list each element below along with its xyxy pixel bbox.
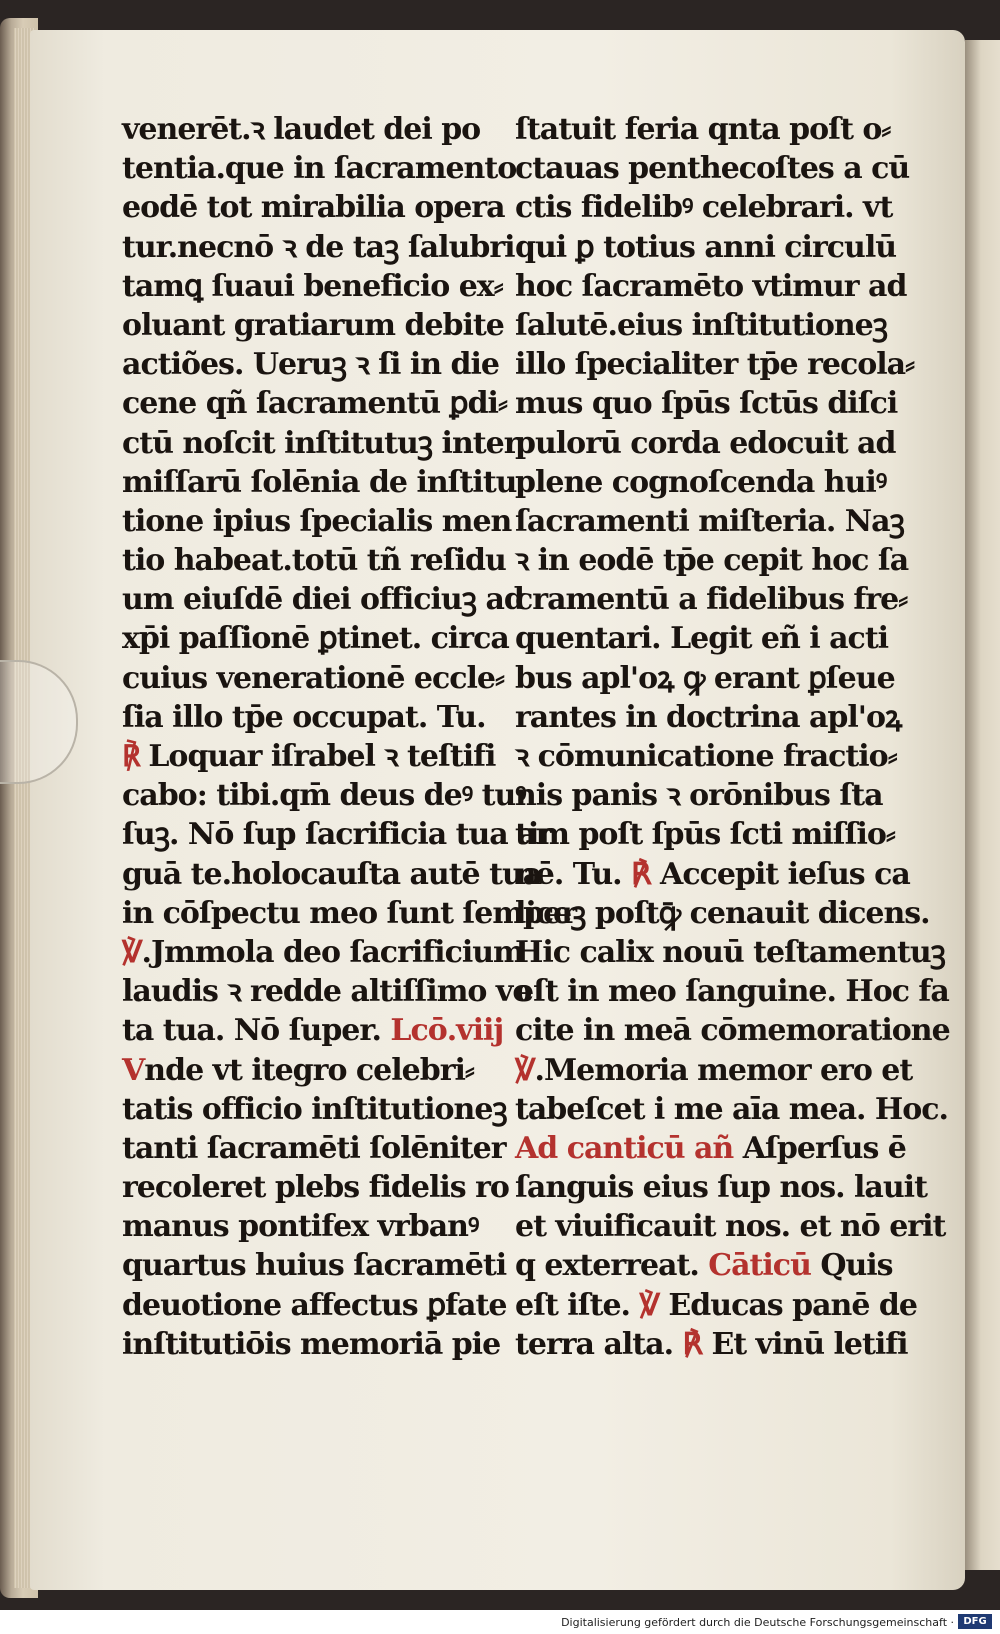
rubric-text: Cāticū (708, 1248, 811, 1284)
text-line (122, 541, 506, 580)
body-text: Et vinū letifi (702, 1326, 908, 1362)
text-line (515, 1325, 908, 1364)
rubric-text: ℣ (639, 1287, 659, 1323)
text-line (515, 698, 902, 737)
body-text: Educas panē de (658, 1287, 917, 1323)
body-text: cabo: tibi.qm̄ deus deꝰ tuꝰ (122, 778, 526, 814)
body-text: plene cognoſcenda huiꝰ (515, 464, 887, 500)
body-text: manus pontifex vrbanꝰ (122, 1209, 479, 1245)
text-line (122, 1246, 507, 1285)
body-text: cene qñ ſacramentū ꝑdi⸗ (122, 386, 507, 422)
body-text: guā te.holocauſta autē tua (122, 856, 542, 892)
body-text: recoleret plebs fidelis ro (122, 1170, 509, 1206)
body-text: quartus huius ſacramēti (122, 1248, 507, 1284)
body-text: .Jmmola deo ſacrificium (141, 934, 524, 970)
rubric-text: Lcō.viij (390, 1013, 504, 1049)
body-text: eſt in meo ſanguine. Hoc fa (515, 974, 949, 1010)
text-line (515, 502, 904, 541)
body-text: ctū noſcit inſtitutuꝫ inter (122, 425, 519, 461)
body-text: hoc ſacramēto vtimur ad (515, 268, 907, 304)
body-text: cuius venerationē eccle⸗ (122, 660, 504, 696)
text-line (515, 110, 895, 149)
text-line (515, 659, 895, 698)
text-line (122, 737, 502, 776)
rubric-text: ℟ (682, 1326, 702, 1362)
text-line (122, 933, 524, 972)
body-text: eſt iſte. (515, 1287, 640, 1323)
body-text: illo ſpecialiter tp̄e recola⸗ (515, 347, 915, 383)
text-line (122, 188, 505, 227)
body-text: inſtitutiōis memoriā pie (122, 1326, 501, 1362)
text-line (122, 384, 507, 423)
text-line (122, 972, 532, 1011)
rubric-text: ℣ (515, 1052, 535, 1088)
text-line (515, 345, 915, 384)
text-line (122, 1168, 509, 1207)
text-line (515, 815, 895, 854)
text-line (122, 698, 502, 737)
text-line (515, 267, 907, 306)
body-text: Aſperſus ē (733, 1130, 906, 1166)
text-line (122, 580, 524, 619)
text-line (122, 267, 502, 306)
text-line (122, 228, 515, 267)
body-text: in cōſpectu meo ſunt ſemper (122, 895, 576, 931)
text-line (515, 384, 898, 423)
body-text: liceꝫ poſtꝙ̄ cenauit dicens. (515, 895, 930, 931)
body-text: deuotione affectus ꝑfate (122, 1287, 507, 1323)
text-line (122, 502, 512, 541)
body-text: ctis fidelibꝰ celebrari. vt (515, 190, 893, 226)
body-text: terra alta. (515, 1326, 683, 1362)
body-text: qui ꝑ totius anni circulū (515, 229, 897, 265)
body-text: ſia illo tp̄e occupat. Tu. (122, 699, 486, 735)
text-line (515, 972, 949, 1011)
text-line (515, 580, 908, 619)
body-text: ſuꝫ. Nō ſup ſacrificia tua ar (122, 817, 551, 853)
body-text: bus apl'oꝝ ꝙ erant ꝑſeue (515, 660, 895, 696)
body-text: ſalutē.eius inſtitutioneꝫ (515, 307, 888, 343)
body-text: nē. Tu. (515, 856, 632, 892)
text-line (515, 463, 895, 502)
text-line (122, 463, 517, 502)
body-text: tur.necnō ꝛ de taꝫ ſalubri (122, 229, 515, 265)
text-line (515, 228, 895, 267)
body-text: Loquar iſrabel ꝛ teſtifi (138, 739, 496, 774)
body-text: tabeſcet i me aīa mea. Hoc. (515, 1091, 948, 1127)
body-text: nde vt itegro celebri⸗ (144, 1052, 474, 1088)
text-line (515, 541, 909, 580)
text-line (515, 306, 895, 345)
rubric-text: V (122, 1052, 145, 1088)
text-line (122, 1011, 502, 1050)
body-text: quentari. Legit eñ i acti (515, 621, 889, 657)
body-text: tamꝗ ſuaui beneficio ex⸗ (122, 268, 503, 304)
body-text: ctauas penthecoſtes a cū (515, 151, 910, 187)
body-text: tio habeat.totū tñ reſidu (122, 543, 506, 579)
body-text: laudis ꝛ redde altiſſimo vo (122, 974, 532, 1010)
text-line (515, 1090, 948, 1129)
body-text: et viuificauit nos. et nō erit (515, 1209, 946, 1245)
body-text: venerēt.ꝛ laudet dei po (122, 112, 481, 147)
body-text: pulorū corda edocuit ad (515, 425, 896, 461)
text-line (122, 659, 502, 698)
body-text: tione ipius ſpecialis men (122, 503, 512, 539)
text-line (122, 1325, 502, 1364)
text-line (122, 306, 502, 345)
body-text: ſanguis eius ſup nos. lauit (515, 1170, 927, 1206)
body-text: ꝛ in eodē tp̄e cepit hoc ſa (515, 543, 909, 579)
text-line (122, 424, 519, 463)
text-line (122, 855, 542, 894)
body-text: .Memoria memor ero et (534, 1052, 913, 1088)
body-text: nis panis ꝛ orōnibus ſta (515, 778, 883, 814)
body-text: um eiuſdē diei officiuꝫ ad (122, 582, 524, 618)
text-line (122, 1286, 507, 1325)
text-line (515, 1011, 950, 1050)
text-line (515, 424, 895, 463)
text-line (515, 188, 895, 227)
text-line (515, 737, 895, 776)
text-line (122, 1207, 502, 1246)
body-text: mus quo ſpūs ſctūs diſci (515, 386, 898, 422)
dfg-logo: DFG (958, 1614, 992, 1629)
text-column-right (515, 110, 950, 1364)
text-line (122, 1051, 502, 1090)
text-line (122, 815, 551, 854)
text-line (122, 1129, 506, 1168)
body-text: tanti ſacramēti ſolēniter (122, 1130, 506, 1166)
text-line (515, 1051, 913, 1090)
body-text: miſſarū ſolēnia de inſtitu (122, 464, 517, 500)
text-line (122, 619, 509, 658)
body-text: eodē tot mirabilia opera (122, 190, 505, 226)
body-text: cite in meā cōmemoratione (515, 1013, 950, 1049)
body-text: tim poſt ſpūs ſcti miſſio⸗ (515, 817, 895, 853)
body-text: oluant gratiarum debite (122, 307, 504, 343)
text-line (515, 1168, 927, 1207)
text-line (515, 933, 945, 972)
body-text: tentia.que in ſacramento (122, 151, 517, 187)
body-text: Quis (810, 1248, 893, 1284)
text-line (515, 619, 895, 658)
text-line (122, 149, 517, 188)
rubric-text: Ad canticū añ (515, 1130, 734, 1166)
funding-credit: Digitalisierung gefördert durch die Deutsche Forschungsgemeinschaft · (561, 1616, 954, 1629)
text-line (122, 776, 526, 815)
text-line (515, 149, 910, 188)
text-line (515, 894, 930, 933)
text-line (122, 1090, 507, 1129)
text-line (515, 1286, 917, 1325)
body-text: q exterreat. (515, 1248, 709, 1284)
body-text: Hic calix nouū teſtamentuꝫ (515, 934, 945, 970)
body-text: actiões. Ueruꝫ ꝛ ſi in die (122, 347, 499, 383)
body-text: cramentū a fidelibus fre⸗ (515, 582, 908, 618)
body-text: ta tua. Nō ſuper. (122, 1013, 391, 1049)
text-line (122, 894, 576, 933)
body-text: Accepit ieſus ca (650, 856, 910, 892)
text-line (515, 855, 910, 894)
text-line (515, 1246, 895, 1285)
body-text: xp̄i paſſionē ꝑtinet. circa (122, 621, 509, 657)
text-line (515, 776, 895, 815)
body-text: tatis officio inſtitutioneꝫ (122, 1091, 507, 1127)
rubric-text: ℟ (122, 739, 139, 774)
text-line (122, 345, 502, 384)
body-text: ſtatuit feria qnta poſt o⸗ (515, 112, 891, 147)
text-line (515, 1129, 906, 1168)
rubric-text: ℟ (631, 856, 651, 892)
text-line (515, 1207, 946, 1246)
adjacent-page-edge (965, 40, 1000, 1570)
rubric-text: ℣ (122, 934, 142, 970)
text-line (122, 110, 502, 149)
body-text: ſacramenti miſteria. Naꝫ (515, 503, 904, 539)
body-text: rantes in doctrina apl'oꝝ (515, 699, 902, 735)
body-text: ꝛ cōmunicatione fractio⸗ (515, 739, 897, 774)
